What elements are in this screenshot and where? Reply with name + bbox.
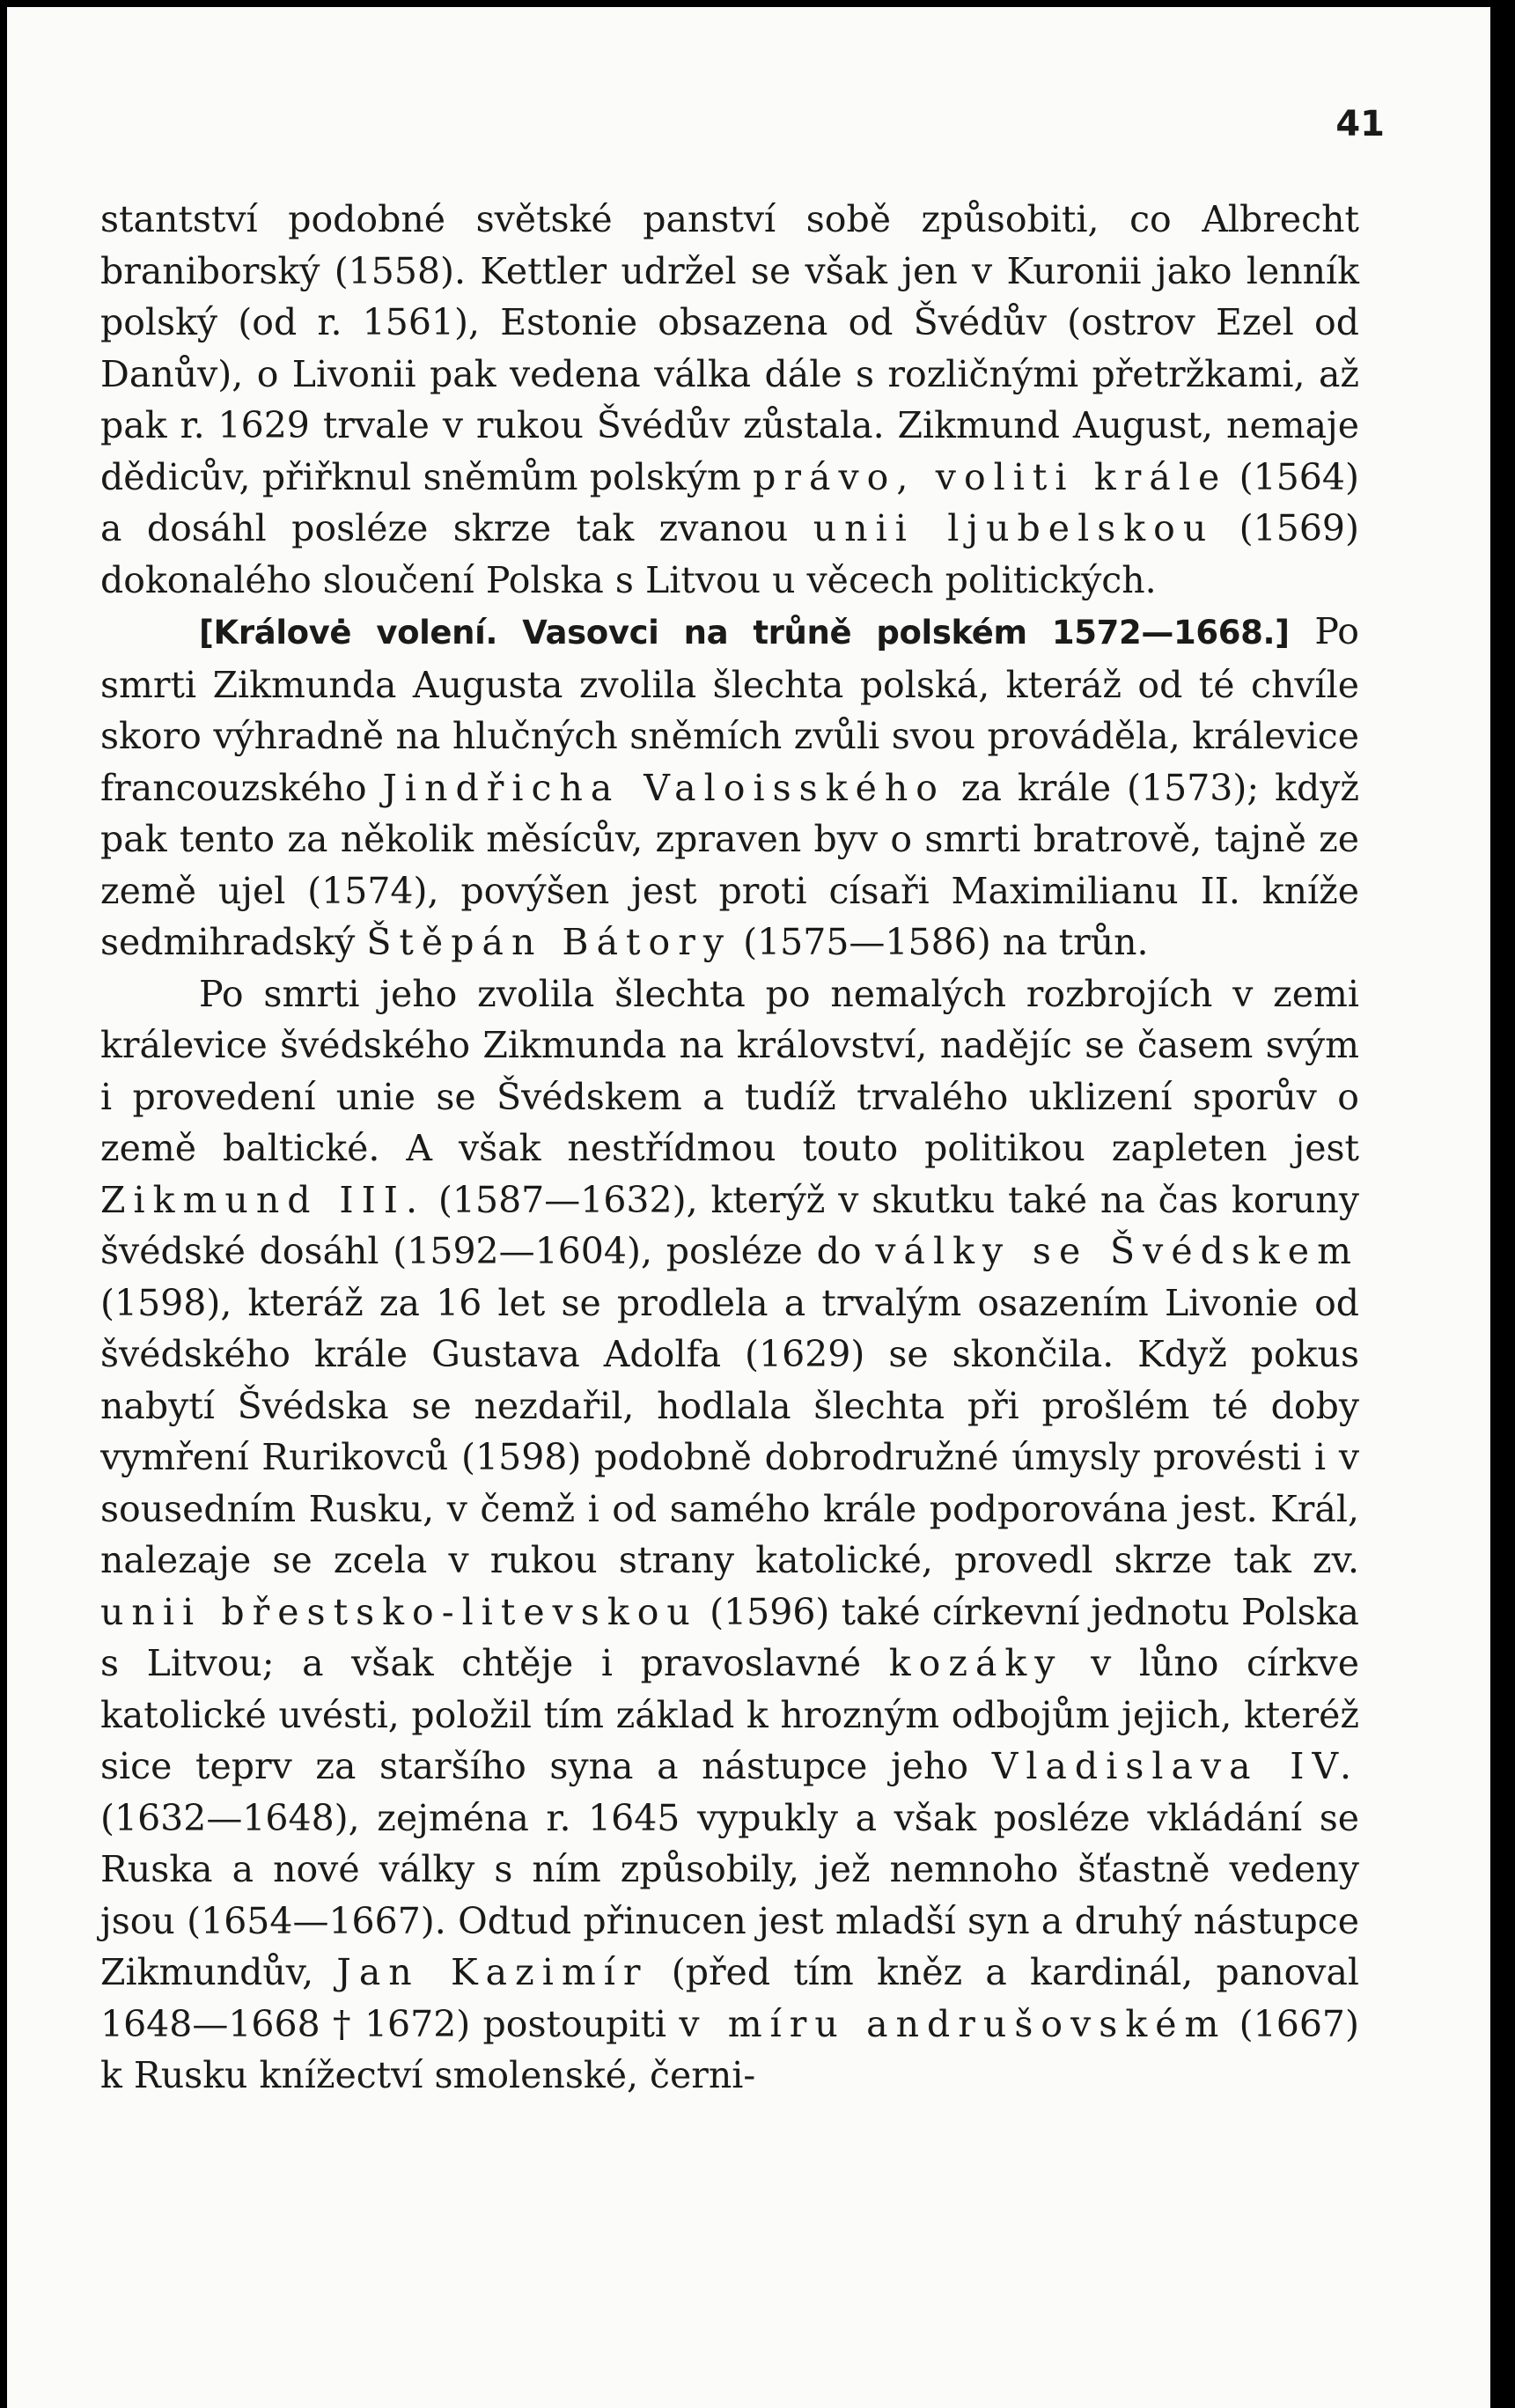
book-page: [7, 7, 1490, 2408]
spaced-emphasis: Vladislava IV.: [991, 1745, 1359, 1787]
text-segment: stantství podobné světské panství sobě způsobiti, co Albrecht braniborský (1558). Kettler udržel se však jen v Kuronii jako lenník polský (od r. 1561), Estonie obsazena od Švédův (ostrov Ezel od Danův), o Livonii pak vedena válka dále s rozličnými přetržkami, až pak r. 1629 trvale v rukou Švédův zůstala. Zikmund August, nemaje dědicův, přiřknul sněmům polským: [100, 198, 1359, 498]
spaced-emphasis: v míru andrušovském: [679, 2002, 1227, 2045]
spaced-emphasis: Zikmund III.: [100, 1178, 426, 1221]
text-segment: (1569) dokonalého sloučení Polska s Litvou u věcech politických.: [100, 507, 1359, 601]
spaced-emphasis: kozáky: [888, 1642, 1063, 1684]
text-segment: (1596) také církevní jednotu Polska s Litvou; a však chtěje i pravoslavné: [100, 1590, 1359, 1684]
text-segment: (1598), kteráž za 16 let se prodlela a trvalým osazením Livonie od švédského krále Gustava Adolfa (1629) se skončila. Když pokus nabytí Švédska se nezdařil, hodlala šlechta při prošlém té doby vymření Rurikovců (1598) podobně dobrodružné úmysly provésti i v sousedním Rusku, v čemž i od samého krále podporována jest. Král, nalezaje se zcela v rukou strany katolické, provedl skrze tak zv.: [100, 1281, 1359, 1581]
text-segment: (1564) a dosáhl posléze skrze tak zvanou: [100, 455, 1359, 549]
text-segment: (1587—1632), kterýž v skutku také na čas koruny švédské dosáhl (1592—1604), posléze do: [100, 1178, 1359, 1272]
section-heading: [Královė volení. Vasovci na trůně polském 1572—1668.]: [199, 614, 1290, 652]
spaced-emphasis: Jindřicha Valoisského: [382, 766, 945, 809]
text-segment: (1575—1586) na trůn.: [732, 921, 1149, 963]
text-segment: (1667) k Rusku knížectví smolenské, černi-: [100, 2002, 1360, 2096]
body-text: [100, 194, 1359, 2102]
spaced-emphasis: právo, voliti krále: [753, 455, 1228, 498]
paragraph-1: [100, 194, 1359, 606]
spaced-emphasis: války se Švédskem: [875, 1230, 1359, 1272]
text-segment: (1632—1648), zejména r. 1645 vypukly a však posléze vkládání se Ruska a nové války s ním způsobily, jež nemnoho šťastně vedeny jsou (1654—1667). Odtud přinucen jest mladší syn a druhý nástupce Zikmundův,: [100, 1796, 1359, 1993]
text-segment: za krále (1573); když pak tento za několik měsícův, zpraven byv o smrti bratrově, tajně ze země ujel (1574), povýšen jest proti císaři Maximilianu II. kníže sedmihradský: [100, 766, 1359, 963]
page-number: 41: [1335, 104, 1385, 144]
paragraph-2: [100, 606, 1359, 968]
paragraph-3: [100, 968, 1359, 2102]
spaced-emphasis: Štěpán Bátory: [366, 921, 732, 963]
spaced-emphasis: unii břestsko-litevskou: [100, 1590, 698, 1633]
text-segment: (před tím kněz a kardinál, panoval 1648—1668 † 1672) postoupiti: [100, 1951, 1360, 2045]
text-segment: v lůno církve katolické uvésti, položil tím základ k hrozným odbojům jejich, kteréž sice teprv za staršího syna a nástupce jeho: [100, 1642, 1359, 1787]
text-segment: Po smrti Zikmunda Augusta zvolila šlechta polská, kteráž od té chvíle skoro výhradně na hlučných sněmích zvůli svou prováděla, králevice francouzského: [100, 610, 1359, 809]
spaced-emphasis: unii ljubelskou: [813, 507, 1215, 549]
text-segment: Po smrti jeho zvolila šlechta po nemalých rozbrojích v zemi králevice švédského Zikmunda na království, nadějíc se časem svým i provedení unie se Švédskem a tudíž trvalého uklizení sporův o země baltické. A však nestřídmou touto politikou zapleten jest: [100, 972, 1359, 1169]
spaced-emphasis: Jan Kazimír: [336, 1951, 649, 1993]
